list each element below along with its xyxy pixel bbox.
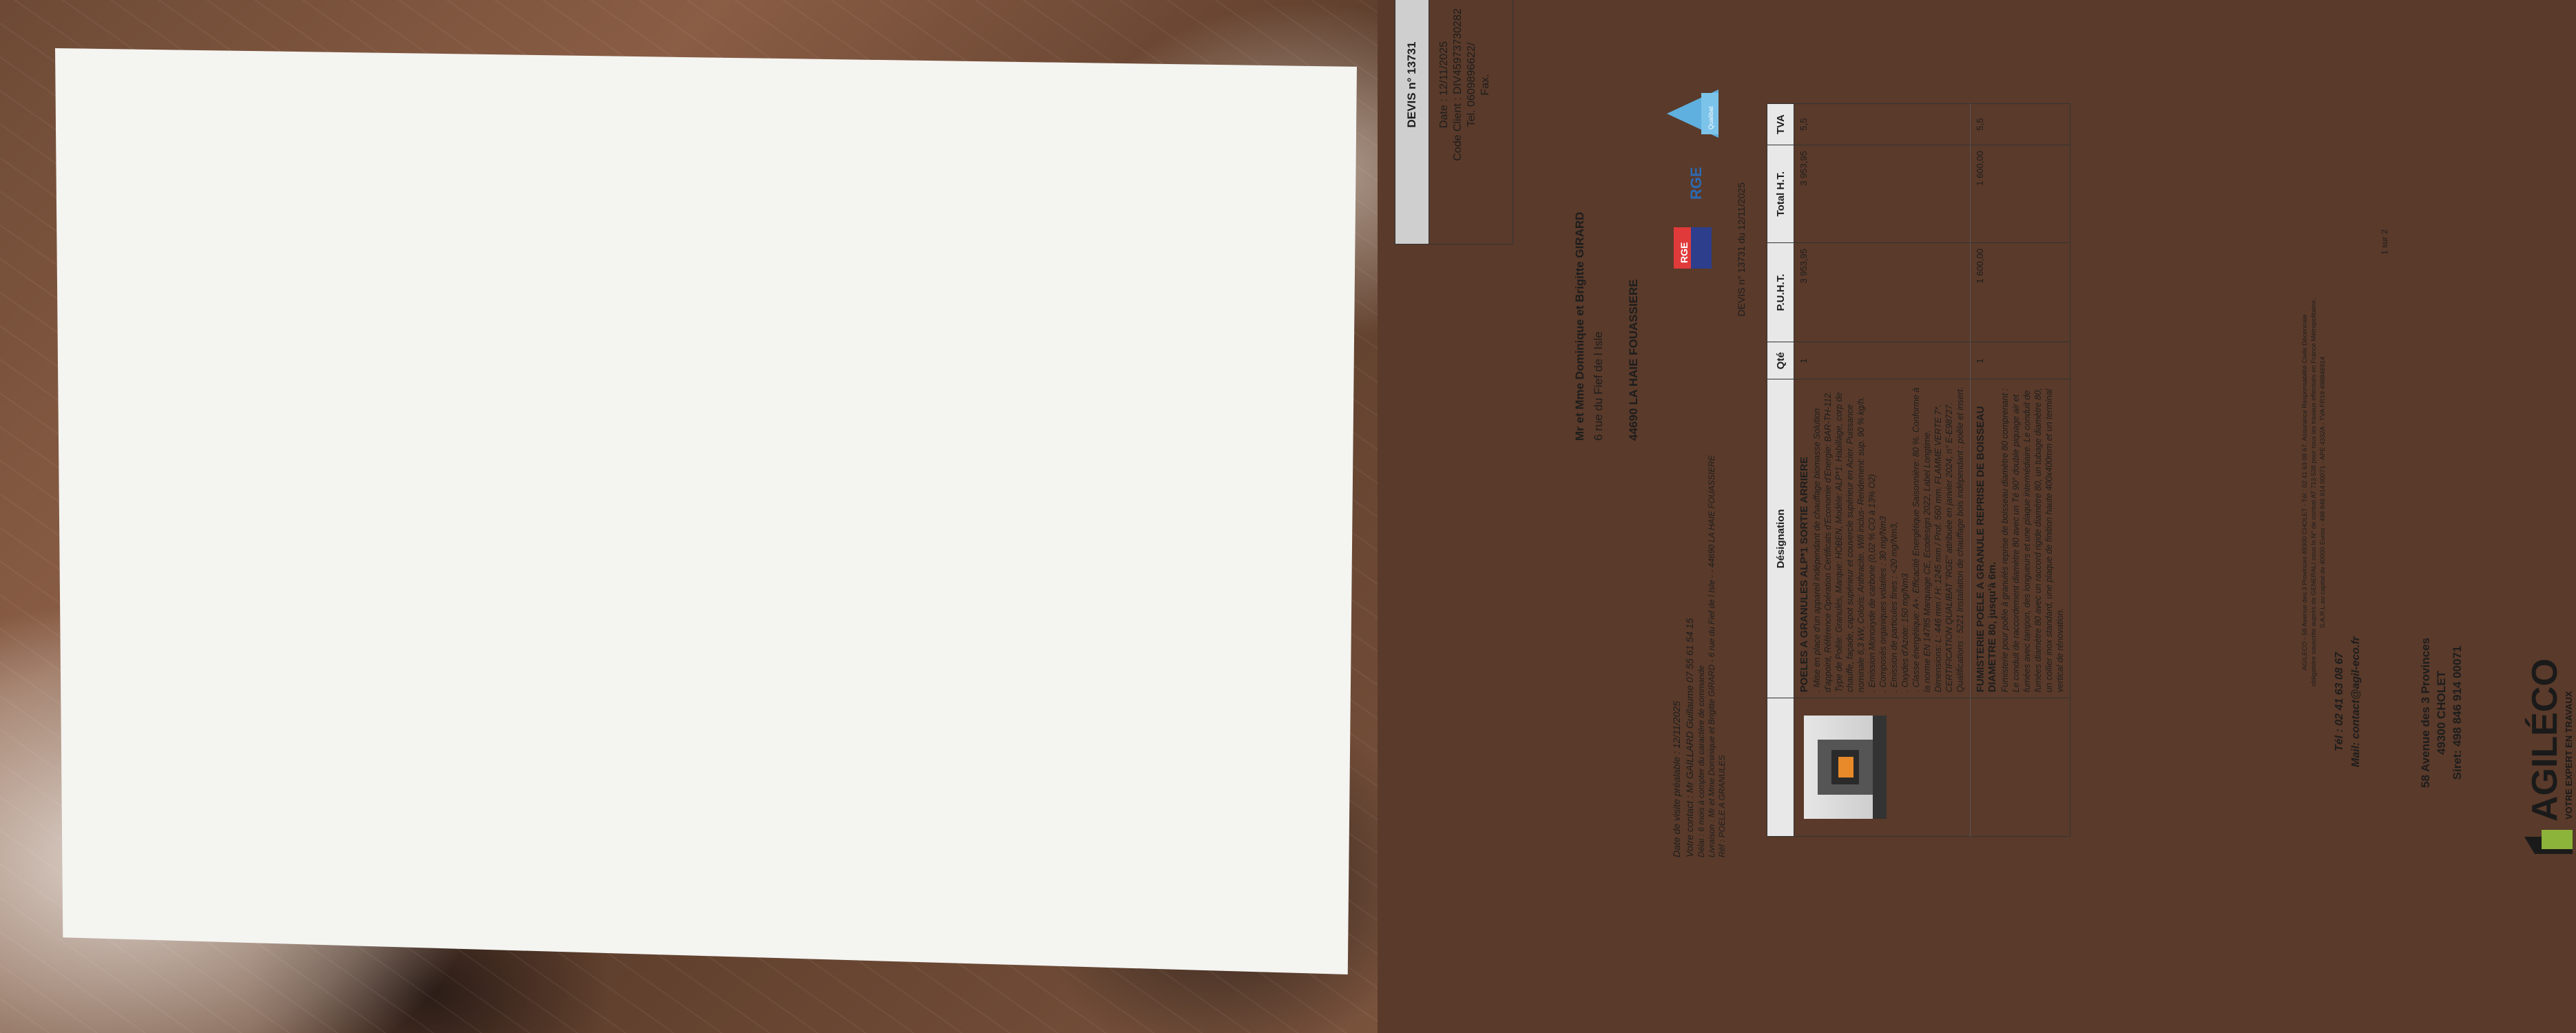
devis-box xyxy=(1395,0,1513,244)
client-name: Mr et Mme Dominique et Brigitte GIRARD xyxy=(1573,211,1586,441)
page-footer xyxy=(2300,145,2327,840)
devis-tel: Tel. 0609896622/ xyxy=(1466,42,1477,127)
devis-fax: Fax. xyxy=(1479,74,1491,96)
visit-date: Date de visite préalable : 12/11/2025 xyxy=(1671,700,1682,857)
company-mail: Mail: contact@agil-eco.fr xyxy=(2350,636,2362,767)
devis-info xyxy=(1429,0,1493,244)
qualibat-badge xyxy=(1667,90,1718,138)
svg-text:RGE: RGE xyxy=(1687,167,1705,200)
footer-line2: obligatoire souscrite auprès de GENERALI sous le N° de contrat AT 713 538 pour tous les travaux effectués en France Métropolitaine. xyxy=(2310,298,2318,687)
company-address xyxy=(2418,627,2465,799)
designation-cell xyxy=(1794,379,1971,698)
logo-text: AGILÉCO xyxy=(2525,658,2565,822)
company-tel: Tél : 02 41 63 08 67 xyxy=(2334,651,2345,752)
agileco-logo xyxy=(2514,630,2576,857)
header-pu: P.U.H.T. xyxy=(1767,243,1794,342)
company-address-line1: 58 Avenue des 3 Provinces xyxy=(2419,638,2432,788)
visit-contact: Votre contact : Mr GAILLARD Guillaume 07 55 61 54 15 xyxy=(1684,618,1695,857)
certification-badges xyxy=(1653,83,1736,275)
total-cell: 1 600,00 xyxy=(1971,145,2070,243)
company-contact xyxy=(2331,623,2365,781)
rge-badge-2 xyxy=(1687,167,1705,200)
header-qty: Qté xyxy=(1767,342,1794,379)
stove-image xyxy=(1804,716,1887,819)
table-header-row xyxy=(1767,104,1794,837)
pu-cell: 3 953,95 xyxy=(1794,243,1971,342)
page-number: 1 sur 2 xyxy=(2380,229,2389,255)
devis-date: Date : 12/11/2025 xyxy=(1438,41,1450,129)
qty-cell: 1 xyxy=(1794,342,1971,379)
header-designation: Désignation xyxy=(1767,379,1794,698)
header-total: Total H.T. xyxy=(1767,145,1794,243)
table-row xyxy=(1971,104,2070,837)
svg-text:RGE: RGE xyxy=(1679,242,1690,263)
company-siret: Siret: 498 846 914 00071 xyxy=(2451,645,2464,780)
header-image xyxy=(1767,698,1794,837)
item-title: POELES A GRANULES ALP*1 SORTIE ARRIERE xyxy=(1798,457,1810,693)
footer-line1: AGILECO - 58 Avenue des 3 Provinces 49300 CHOLET - Tél : 02 41 63 08 67. Assurance Responsabilité Civile Décennale xyxy=(2301,314,2309,671)
client-city: 44690 LA HAIE FOUASSIERE xyxy=(1627,279,1640,441)
visit-livraison: Livraison : Mr et Mme Dominique et Brigitte GIRARD - 6 rue du Fief de l Isle - - 44690 LA HAIE FOUASSIERE xyxy=(1707,455,1716,857)
quote-page xyxy=(1309,8,2574,943)
devis-reference: DEVIS n° 13731 du 12/11/2025 xyxy=(1736,182,1747,317)
table-row xyxy=(1794,104,1971,837)
visit-info xyxy=(1670,444,1727,857)
tva-cell: 5,5 xyxy=(1794,104,1971,145)
item-description: . Mise en place d'un appareil indépendant de chauffage biomasse Solution d'appoint, Référence Opération Certificats d'Economie d'Energie: BAR-TH-112. Type de Poêle: Granulés, Marque: HOBEN, Modèle: ALP*1. Habillage, corp de chauffe, façade, capot supérieur et couvercle supérieur en Acier. Puissance nominale 6,3 kW, Coloris: Anthracite. Wifi inclus- Rendement: sup. 90 % kg/h. . Emission Monoxyde de carbone (0,02 % CO à 13% O2) . Composés organiques volatiles : 30 mg/Nm3 . Emission de particules fines : <20 mg/Nm3, . Oxydes d'Azote: 150 mg/Nm3 . Classe énergétique: A+. Efficacité Energétique Saisonnière: 80 %. Conforme à la norme EN 14785 Marquage CE, Ecodesign 2022, Label Longtime. Dimensions: L: 446 mm / H: 1245 mm / Prof. 560 mm. FLAMME VERTE 7*. CERTIFICATION QUALIBAT "RGE" attribuée en janvier 2024, n° E-E98727. Qualifications : 5221 Installation de chauffage bois indépendant : poêle et insert. xyxy=(1812,386,1965,693)
designation-cell xyxy=(1971,379,2070,698)
header-tva: TVA xyxy=(1767,104,1794,145)
company-address-line2: 49300 CHOLET xyxy=(2435,671,2448,755)
devis-code-client: Code Client : DIV4597373028​2 xyxy=(1452,8,1464,161)
total-cell: 3 953,95 xyxy=(1794,145,1971,243)
client-address xyxy=(1570,96,1643,441)
document-paper xyxy=(55,48,1357,974)
product-image-cell xyxy=(1971,698,2070,837)
client-street: 6 rue du Fief de l Isle xyxy=(1592,331,1605,441)
footer-line3: S.A.R.L.au capital de 40000 Euros - 498 846 914 00071 - APE 4332A - TVA FR19 498846914 xyxy=(2319,356,2327,629)
quote-table xyxy=(1767,103,2070,837)
visit-delai: Délai : 6 mois à compter du caractère de commande xyxy=(1696,665,1706,857)
item-title: FUMISTERIE POELE A GRANULE REPRISE DE BOISSEAU DIAMETRE 80, jusqu'à 6m. xyxy=(1975,406,1998,693)
devis-title: DEVIS n° 13731 xyxy=(1395,0,1429,244)
logo-tagline: VOTRE EXPERT EN TRAVAUX xyxy=(2564,691,2574,820)
visit-ref: Réf : POELE A GRANULES xyxy=(1717,755,1727,857)
svg-text:Qualibat: Qualibat xyxy=(1707,106,1714,129)
item-description: Fumisterie pour poêle à granulés reprise de boisseau diamètre 80 comprenant : Le conduit de raccordement diamètre 80 avec un Té 90° double piquage air et fumées avec tampon, des longueurs et une plaque intermédiaire. Le conduit de fumées diamètre 80 avec un raccord rigide diamètre 80, un tubage diamètre 80, un collier inox standard, une plaque de finition haute 400x400mm et un terminal vertical de rénovation. xyxy=(2000,388,2065,693)
qty-cell: 1 xyxy=(1971,342,2070,379)
tva-cell: 5,5 xyxy=(1971,104,2070,145)
pu-cell: 1 600,00 xyxy=(1971,243,2070,342)
rge-badge-1 xyxy=(1674,227,1712,269)
product-image-cell xyxy=(1794,698,1971,837)
